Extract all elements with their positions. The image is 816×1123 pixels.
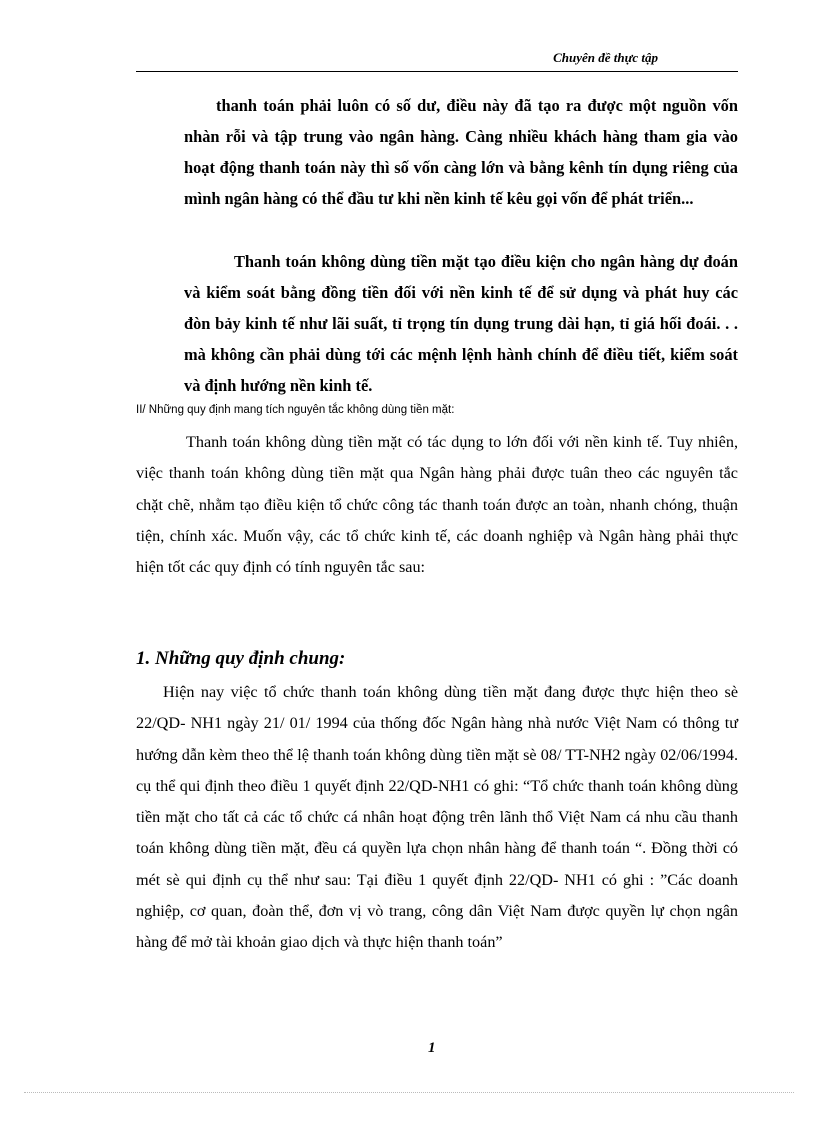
subsection-heading: 1. Những quy định chung: bbox=[136, 648, 346, 669]
page-bottom-border bbox=[24, 1092, 794, 1093]
intro-paragraph: Thanh toán không dùng tiền mặt có tác dụng to lớn đối với nền kinh tế. Tuy nhiên, việc thanh toán không dùng tiền mặt qua Ngân hàng phải được tuân theo các nguyên tắc chặt chẽ, nhằm tạo điều kiện tổ chức công tác thanh toán được an toàn, nhanh chóng, thuận tiện, chính xác. Muốn vậy, các tổ chức kinh tế, các doanh nghiệp và Ngân hàng phải thực hiện tốt các quy định có tính nguyên tắc sau: bbox=[136, 433, 738, 577]
header-divider bbox=[136, 71, 738, 72]
running-header: Chuyên đề thực tập bbox=[553, 50, 658, 65]
section-heading: II/ Những quy định mang tích nguyên tắc không dùng tiền mặt: bbox=[136, 404, 455, 416]
bold-paragraph-1: thanh toán phải luôn có số dư, điều này đã tạo ra được một nguồn vốn nhàn rỗi và tập trung vào ngân hàng. Càng nhiều khách hàng tham gia vào hoạt động thanh toán này thì số vốn càng lớn và bằng kênh tín dụng riêng của mình ngân hàng có thể đầu tư khi nền kinh tế kêu gọi vốn để phát triển... bbox=[184, 96, 738, 208]
bold-paragraph-2: Thanh toán không dùng tiền mặt tạo điều kiện cho ngân hàng dự đoán và kiểm soát bằng đồng tiền đối với nền kinh tế để sử dụng và phát huy các đòn bảy kinh tế như lãi suất, tỉ trọng tín dụng trung dài hạn, tỉ giá hối đoái. . . mà không cần phải dùng tới các mệnh lệnh hành chính để điều tiết, kiểm soát và định hướng nền kinh tế. bbox=[184, 252, 738, 395]
subsection-paragraph: Hiện nay việc tổ chức thanh toán không dùng tiền mặt đang được thực hiện theo sè 22/QD- NH1 ngày 21/ 01/ 1994 của thống đốc Ngân hàng nhà nước Việt Nam có thông tư hướng dẫn kèm theo thể lệ thanh toán không dùng tiền mặt sè 08/ TT-NH2 ngày 02/06/1994. cụ thể qui định theo điều 1 quyết định 22/QD-NH1 có ghi: “Tổ chức thanh toán không dùng tiền mặt cho tất cả các tổ chức cá nhân hoạt động trên lãnh thổ Việt Nam cá nhu cầu thanh toán không dùng tiền mặt, đều cá quyền lựa chọn nhân hàng để thanh toán “. Đồng thời có mét sè qui định cụ thể như sau: Tại điều 1 quyết định 22/QD- NH1 có ghi : ”Các doanh nghiệp, cơ quan, đoàn thể, đơn vị vò trang, công dân Việt Nam được quyền lự chọn ngân hàng để mở tài khoản giao dịch và thực hiện thanh toán” bbox=[136, 683, 738, 952]
page-number: 1 bbox=[428, 1040, 436, 1056]
